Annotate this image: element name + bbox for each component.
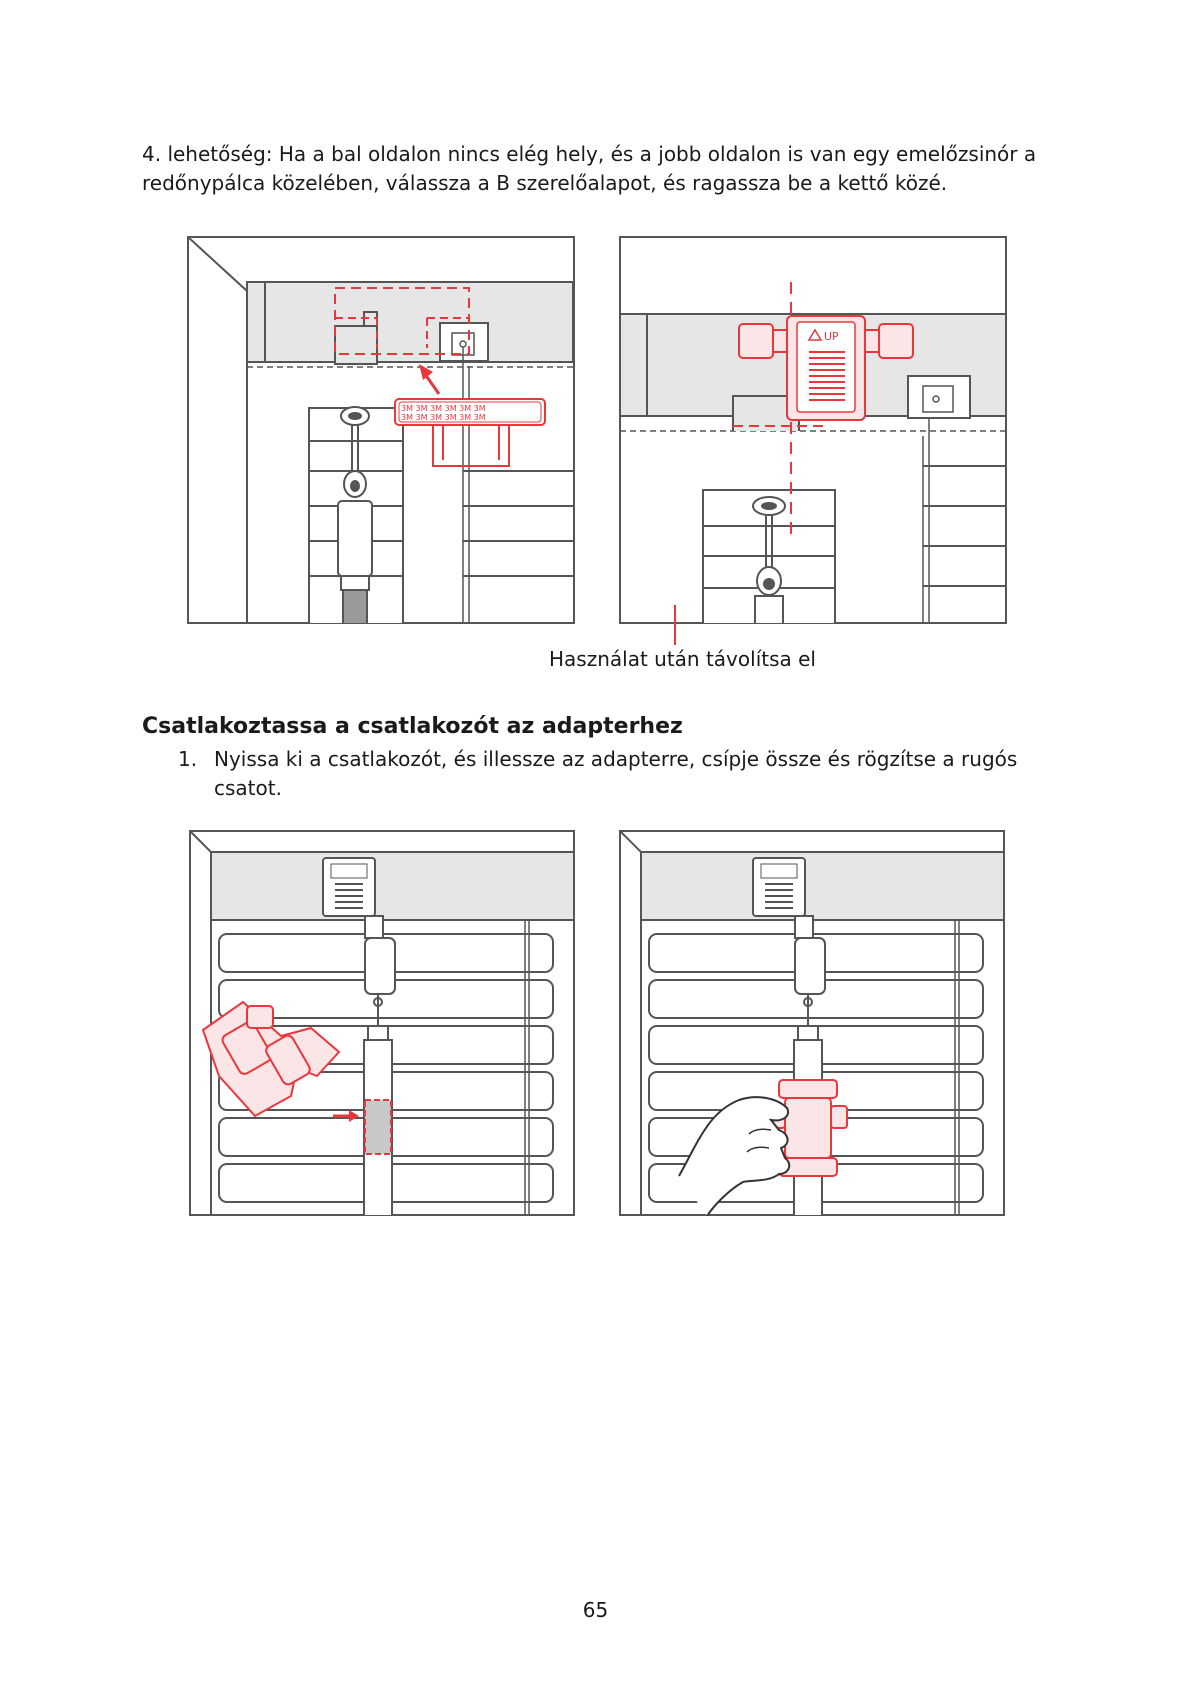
option4-line-1: 4. lehetőség: Ha a bal oldalon nincs elég hely, és a jobb oldalon is van egy emelőzsinór a <box>142 142 1037 166</box>
tape-label: 3M 3M 3M 3M 3M 3M <box>401 404 486 413</box>
figure-open-connector <box>189 830 575 1220</box>
figure-motor-installed <box>619 236 1007 628</box>
caption-pointer-line <box>672 605 678 645</box>
svg-text:3M 3M 3M 3M 3M 3M: 3M 3M 3M 3M 3M 3M <box>401 413 486 422</box>
step-text: Nyissa ki a csatlakozót, és illessze az adapterre, csípje össze és rögzítse a rugós csatot. <box>214 747 1018 800</box>
figure-pinch-connector <box>619 830 1005 1220</box>
motor-up-label: UP <box>824 330 839 343</box>
page-number: 65 <box>582 1598 609 1622</box>
step-number: 1. <box>178 747 198 771</box>
figure-caption: Használat után távolítsa el <box>549 647 816 671</box>
section-heading: Csatlakoztassa a csatlakozót az adapterhez <box>142 714 683 739</box>
option4-line-2: redőnypálca közelében, válassza a B szerelőalapot, és ragassza be a kettő közé. <box>142 171 948 195</box>
figure-mounting-base-placement <box>187 236 575 628</box>
